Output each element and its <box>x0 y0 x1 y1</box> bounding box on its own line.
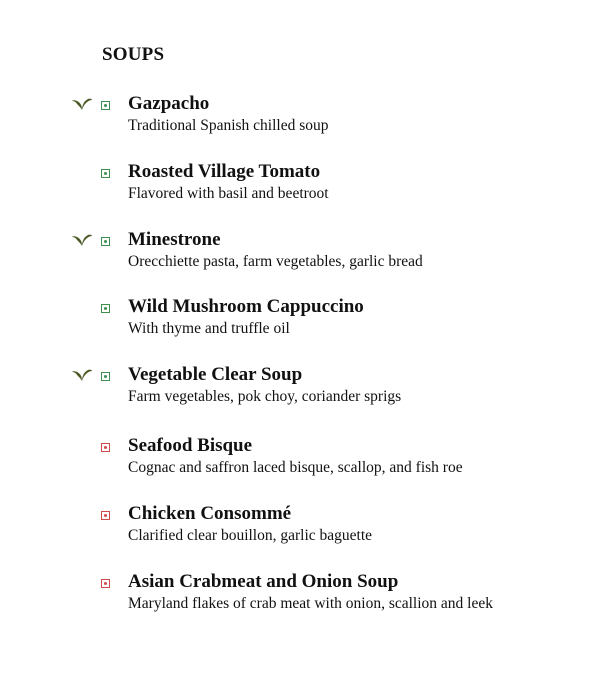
item-name: Vegetable Clear Soup <box>128 364 303 385</box>
non-veg-indicator-icon <box>101 511 110 520</box>
veg-indicator-icon <box>101 304 110 313</box>
menu-item <box>0 435 614 483</box>
item-name: Wild Mushroom Cappuccino <box>128 296 364 317</box>
item-name: Minestrone <box>128 229 221 250</box>
menu-item <box>0 571 614 619</box>
item-description: Maryland flakes of crab meat with onion, scallion and leek <box>128 595 493 612</box>
item-name: Gazpacho <box>128 93 210 114</box>
veg-indicator-icon <box>101 237 110 246</box>
veg-indicator-icon <box>101 372 110 381</box>
item-name: Seafood Bisque <box>128 435 253 456</box>
item-description: Cognac and saffron laced bisque, scallop, and fish roe <box>128 459 463 476</box>
non-veg-indicator-icon <box>101 579 110 588</box>
veg-indicator-icon <box>101 169 110 178</box>
leaf-icon <box>72 369 92 381</box>
item-description: With thyme and truffle oil <box>128 320 290 337</box>
leaf-icon <box>72 98 92 110</box>
menu-item <box>0 229 614 277</box>
menu-item <box>0 161 614 209</box>
section-title: SOUPS <box>102 44 165 65</box>
menu-item <box>0 296 614 344</box>
veg-indicator-icon <box>101 101 110 110</box>
item-description: Farm vegetables, pok choy, coriander sprigs <box>128 388 402 405</box>
menu-item <box>0 503 614 551</box>
item-description: Traditional Spanish chilled soup <box>128 117 329 134</box>
item-description: Flavored with basil and beetroot <box>128 185 329 202</box>
leaf-icon <box>72 234 92 246</box>
item-name: Asian Crabmeat and Onion Soup <box>128 571 399 592</box>
item-description: Orecchiette pasta, farm vegetables, garlic bread <box>128 253 423 270</box>
item-name: Roasted Village Tomato <box>128 161 321 182</box>
item-description: Clarified clear bouillon, garlic baguette <box>128 527 373 544</box>
item-name: Chicken Consommé <box>128 503 292 524</box>
non-veg-indicator-icon <box>101 443 110 452</box>
menu-item <box>0 364 614 412</box>
menu-item <box>0 93 614 141</box>
